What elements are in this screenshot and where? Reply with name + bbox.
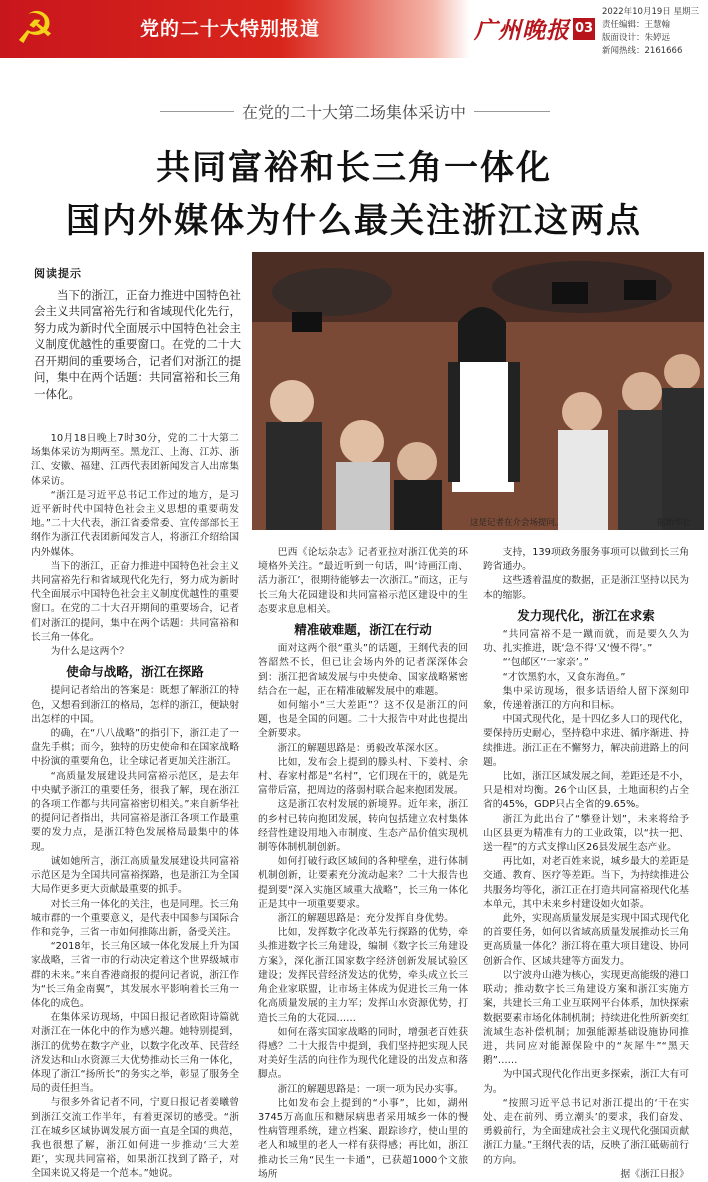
paragraph: 与很多外省记者不同，宁夏日报记者姜曦曾到浙江交流工作半年，有着更深切的感受。“浙江在城乡区域协调发展方面一直是全国的典范，我也很想了解，浙江如何进一步推动‘三大差距’，实现共同富裕，如果浙江找到了路子，对全国来说又将是一个范本。”她说。 <box>31 1097 239 1180</box>
paragraph: “2018年，长三角区域一体化发展上升为国家战略，三省一市的行动决定着这个世界级城市群的未来。”来自香港商报的提问记者说，浙江作为“长三角金南翼”，其发展水平影响着长三角一体化的成色。 <box>31 941 239 1009</box>
headline-line-2: 国内外媒体为什么最关注浙江这两点 <box>66 201 642 241</box>
paragraph: 浙江的解题思路是：一项一项为民办实事。 <box>277 1083 464 1095</box>
article-column-2 <box>258 546 468 1182</box>
paragraph: 浙江的解题思路是：勇毅改革深水区。 <box>277 742 445 754</box>
paragraph: 比如，浙江区域发展之间，差距还是不小，只是相对均衡。26个山区县，土地面积约占全省的45%，GDP只占全省的9.65%。 <box>483 771 689 811</box>
paragraph: 浙江为此出台了“攀登计划”，未来将给予山区县更为精准有力的工业政策，以“扶一把、送一程”的方式支撑山区26县发展生态产业。 <box>483 813 689 854</box>
issue-date: 2022年10月19日 星期三 <box>602 7 699 17</box>
section-heading: 精准破难题，浙江在行动 <box>294 622 432 638</box>
paragraph: 10月18日晚上7时30分，党的二十大第二场集体采访为期两至。黑龙江、上海、江苏、浙江、安徽、福建、江西代表团新闻发言人出席集体采访。 <box>31 433 239 487</box>
paragraph: 为什么是这两个？ <box>50 646 129 658</box>
article-source: 据《浙江日报》 <box>620 1168 689 1180</box>
newspaper-name: 广州晚报 <box>474 17 570 44</box>
paragraph: 中国式现代化，是十四亿多人口的现代化，要保持历史耐心，坚持稳中求进、循序渐进、持续推进。浙江正在不懈努力，解决前进路上的问题。 <box>483 714 689 768</box>
paragraph: 当下的浙江，正奋力推进中国特色社会主义共同富裕先行和省域现代化先行，努力成为新时代全面展示中国特色社会主义制度优越性的重要窗口。在党的二十大召开期间的重要场合，记者们对浙江的提问，集中在两个话题：共同富裕和长三角一体化。 <box>31 560 239 643</box>
paragraph: 集中采访现场，很多话语给人留下深刻印象，传递着浙江的方向和目标。 <box>483 685 689 712</box>
paragraph: “按照习近平总书记对浙江提出的‘干在实处、走在前列、勇立潮头’的要求，我们奋发、勇毅前行，为全面建成社会主义现代化强国贡献浙江力量。”王纲代表的话，反映了浙江砥砺前行的方向。 <box>483 1097 689 1166</box>
paragraph: “‘包邮区’‘一家亲’。” <box>502 657 589 669</box>
section-heading: 发力现代化，浙江在求索 <box>517 607 655 623</box>
article-column-1 <box>31 432 239 1182</box>
page-banner <box>0 0 708 58</box>
paragraph: 比如，发布会上提到的滕头村、下姜村、余村、春家村都是“名村”，它们现在干的，就是先富带后富，把周边的落弱村联合起来抱团发展。 <box>258 756 468 797</box>
reading-tips-label: 阅读提示 <box>34 267 82 280</box>
reading-tips-text: 当下的浙江，正奋力推进中国特色社会主义共同富裕先行和省域现代化先行，努力成为新时代全面展示中国特色社会主义制度优越性的重要窗口。在党的二十大召开期间的重要场合，记者们对浙江的提问，集中在两个话题：共同富裕和长三角一体化。 <box>34 287 241 401</box>
page-meta <box>602 6 699 58</box>
kicker-text: 在党的二十大第二场集体采访中 <box>234 103 474 122</box>
kicker <box>0 100 708 123</box>
paragraph: 对长三角一体化的关注，也是同理。长三角城市群的一个重要意义，是代表中国参与国际合作和竞争，三省一市如何推陈出新，备受关注。 <box>31 898 239 938</box>
paragraph: 在集体采访现场，中国日报记者欧阳诗篇就对浙江在一体化中的作为感兴趣。她特别提到，浙江的优势在数字产业，以数字化改革、民营经济发达和山水资源三大优势推动长三角一体化，体现了浙江“扬所长”的务实之举，彰显了服务全局的责任担当。 <box>31 1012 239 1095</box>
section-heading: 使命与战略，浙江在探路 <box>66 664 204 680</box>
paragraph: 比如发布会上提到的“小事”，比如，湖州3745万高血压和糖尿病患者采用城乡一体的慢性病管理系统，建立档案、跟踪诊疗，使山里的老人和城里的老人一样有获得感；再比如，浙江推动长三角“民生一卡通”，已获超1000个文旅场所 <box>258 1097 468 1180</box>
paragraph: “才饮黑豹水，又食东海鱼。” <box>502 671 626 683</box>
headline-line-1: 共同富裕和长三角一体化 <box>156 148 552 188</box>
paragraph: 支持，139项政务服务事项可以做到长三角跨省通办。 <box>483 547 689 573</box>
banner-title: 党的二十大特别报道 <box>140 18 321 40</box>
hotline: 新闻热线：2161666 <box>602 46 683 56</box>
paragraph: 巴西《论坛杂志》记者亚拉对浙江优美的环境格外关注。“最近听到一句话，叫‘诗画江南、活力浙江’，很期待能够去一次浙江。”而这，正与长三角大花园建设和共同富裕示范区建设中的生态要求息息相关。 <box>258 547 468 615</box>
paragraph: 的确，在“八八战略”的指引下，浙江走了一盘先手棋；而今，独特的历史使命和在国家战略中扮演的重要角色，让全球记者更加关注浙江。 <box>31 728 239 768</box>
reading-tips <box>34 266 246 402</box>
paragraph: 这些透着温度的数据，正是浙江坚持以民为本的缩影。 <box>483 575 689 601</box>
photo-credit: 据新华社 <box>657 518 692 528</box>
paragraph: 如何在落实国家战略的同时，增强老百姓获得感？二十大报告中提到，我们坚持把实现人民对美好生活的向往作为现代化建设的出发点和落脚点。 <box>258 1026 468 1081</box>
paragraph: “高质量发展建设共同富裕示范区，是去年中央赋予浙江的重要任务，很我了解，现在浙江的各项工作都与共同富裕密切相关。”来自新华社的提问记者指出，共同富裕是浙江各项工作最重要的发力点，是浙江特色发展格局最集中的体现。 <box>31 770 239 853</box>
paragraph: 为中国式现代化作出更多探索，浙江大有可为。 <box>483 1069 689 1095</box>
paragraph: 再比如，对老百姓来说，城乡最大的差距是交通、教育、医疗等差距。当下，为持续推进公共服务均等化，浙江正在打造共同富裕现代化基本单元，其中未来乡村建设如火如荼。 <box>483 856 689 910</box>
paragraph: 如何缩小“三大差距”？这不仅是浙江的问题，也是全国的问题。二十大报告中对此也提出全新要求。 <box>258 700 468 740</box>
paragraph: 面对这两个很“重头”的话题，王纲代表的回答韶然不长，但已让会场内外的记者深深体会到：浙江把省域发展与中央使命、国家战略紧密结合在一起，正在精准破解发展中的难题。 <box>258 643 468 697</box>
paragraph: 以宁波舟山港为核心，实现更高能级的港口联动；推动数字长三角建设方案和浙江实施方案，共建长三角工业互联网平台体系，加快探索数据要素市场化体制机制；持续进化性所新奕红流域生态补偿机制；加强能源基础设施协同推进，共同应对能源保险中的“灰犀牛”“黑天鹅”…… <box>483 969 689 1067</box>
party-emblem-icon: ☭ <box>15 3 55 54</box>
photo-caption: 这是记者在介会场提问。 <box>470 518 564 528</box>
paragraph: 如何打破行政区域间的各种壁垒，进行体制机制创新，让要素充分流动起来？二十大报告也提到要“深入实施区域重大战略”，长三角一体化正是其中一项重要要求。 <box>258 856 468 910</box>
paragraph: 诚如她所言，浙江高质量发展建设共同富裕示范区是为全国共同富裕探路，也是浙江为全国大局作更多更大贡献最重要的抓手。 <box>31 855 239 896</box>
paragraph: 提问记者给出的答案是：既想了解浙江的特色，又想看到浙江的格局，怎样的浙江，便缺射出怎样的中国。 <box>31 685 239 725</box>
article-column-3 <box>483 546 689 1182</box>
paragraph: 此外，实现高质量发展是实现中国式现代化的首要任务，如何以省域高质量发展推动长三角更高质量一体化？浙江将在重大项目建设、协同创新合作、区域共建等方面发力。 <box>483 913 689 967</box>
editor: 责任编辑：王慧翰 <box>602 20 671 30</box>
paragraph: “浙江是习近平总书记工作过的地方，是习近平新时代中国特色社会主义思想的重要萌发地。”二十大代表，浙江省委常委、宣传部部长王纲作为浙江代表团新闻发言人，将浙江介绍给国内外媒体。 <box>31 489 239 558</box>
designer: 版面设计：朱婷远 <box>602 33 671 43</box>
press-conference-photo <box>252 252 704 530</box>
paragraph: 这是浙江农村发展的新境界。近年来，浙江的乡村已转向抱团发展，转向包括建立农村集体经营性建设用地入市制度、生态产品价值实现机制等体制机制创新。 <box>258 799 468 854</box>
photo-illustration <box>252 252 704 530</box>
page-number: 03 <box>573 18 595 40</box>
paragraph: “共同富裕不是一蹴而就，而是要久久为功、扎实推进，既‘急不得’又‘慢不得’。” <box>483 629 689 655</box>
paragraph: 比如，发挥数字化改革先行探路的优势，牵头推进数字长三角建设，编制《数字长三角建设方案》，深化浙江国家数字经济创新发展试验区建设；发挥民营经济发达的优势，牵头成立长三角企业家联盟，让市场主体成为促进长三角一体化高质量发展的主力军；发挥山水资源优势，打造长三角的大花园…… <box>258 927 468 1024</box>
paragraph: 浙江的解题思路是：充分发挥自身优势。 <box>277 913 454 925</box>
